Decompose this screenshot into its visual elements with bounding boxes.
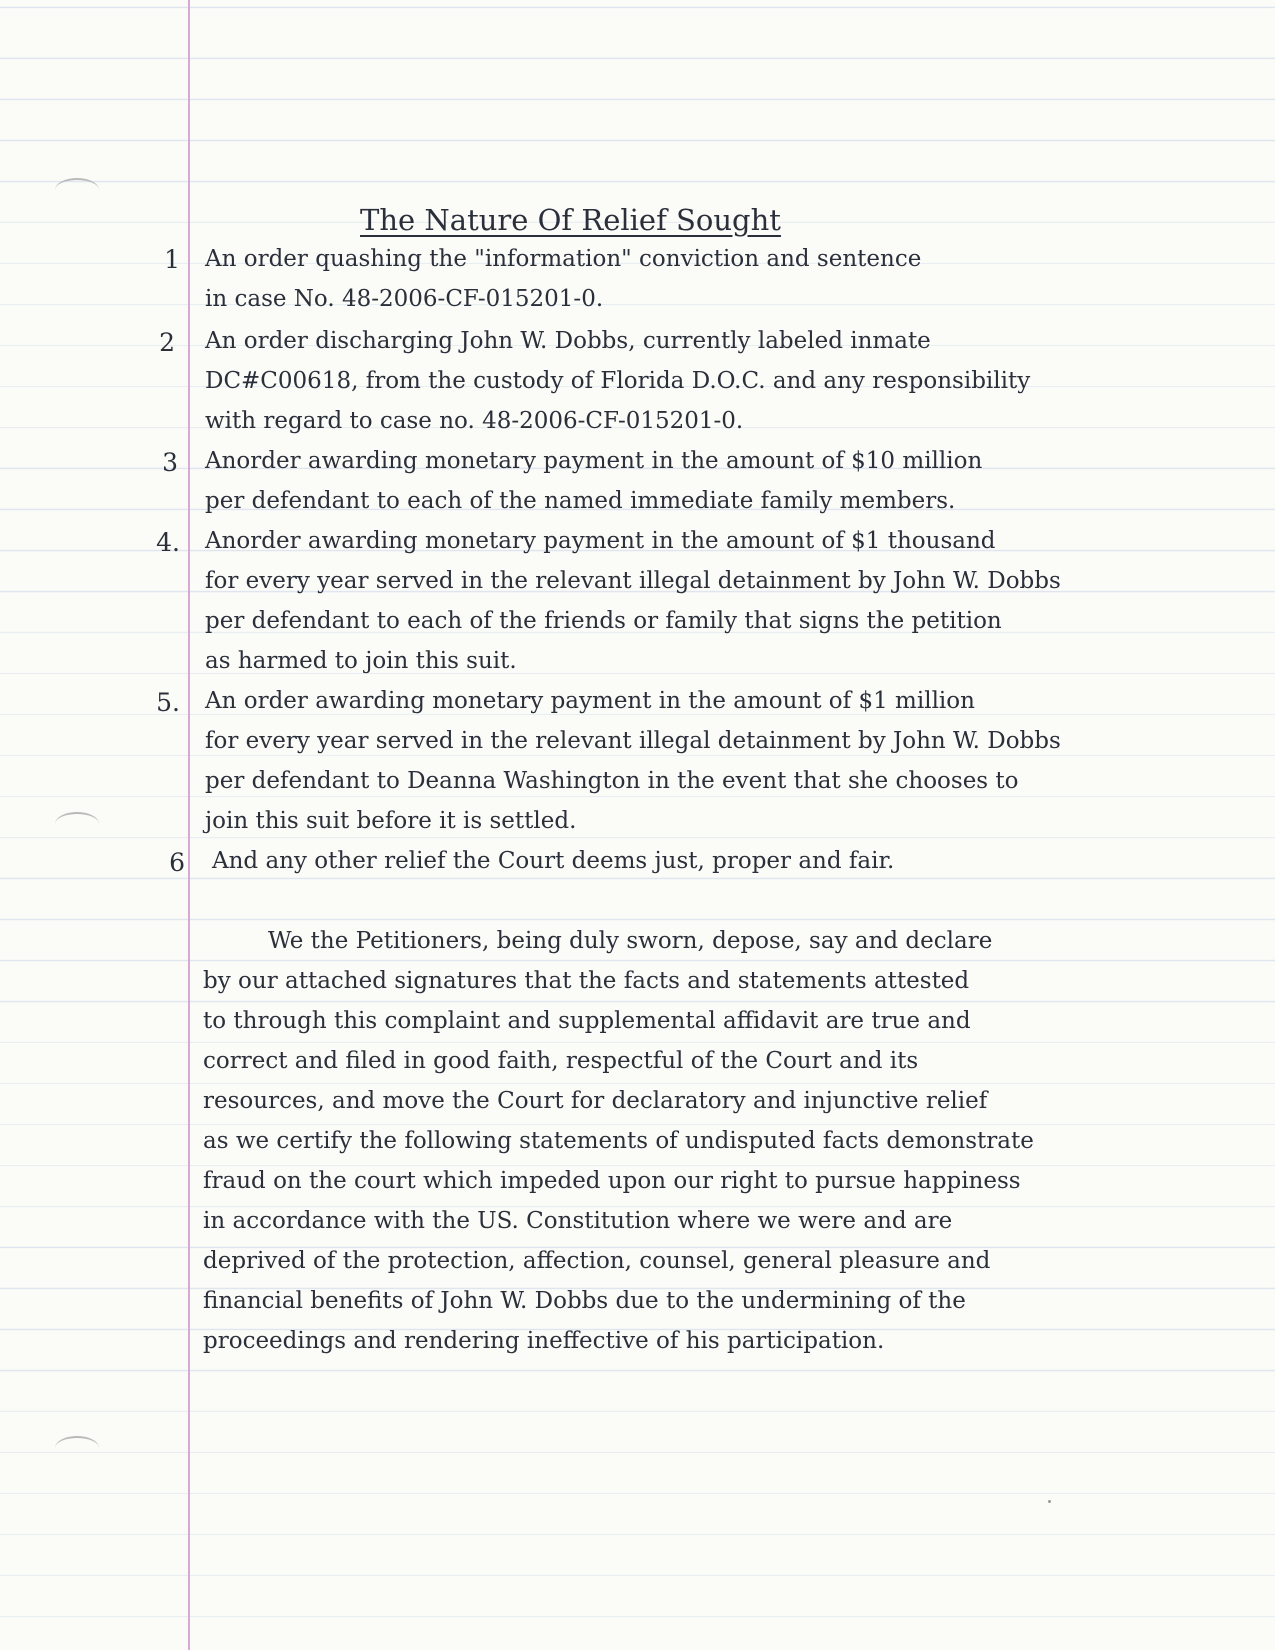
page-title: The Nature Of Relief Sought [360, 203, 781, 237]
declaration-line: by our attached signatures that the facts and statements attested [203, 968, 970, 994]
item-line: An order awarding monetary payment in the amount of $1 million [205, 688, 975, 714]
item-line: in case No. 48-2006-CF-015201-0. [205, 286, 604, 312]
item-line: for every year served in the relevant illegal detainment by John W. Dobbs [205, 568, 1061, 594]
margin-line [188, 0, 190, 1650]
item-number: 6 [169, 848, 185, 877]
item-number: 2 [159, 328, 175, 357]
declaration-line: fraud on the court which impeded upon our right to pursue happiness [203, 1168, 1021, 1194]
declaration-line: as we certify the following statements of undisputed facts demonstrate [203, 1128, 1034, 1154]
binder-hole-top [55, 178, 99, 202]
item-line: An order quashing the "information" conviction and sentence [205, 246, 922, 272]
item-line: per defendant to each of the friends or family that signs the petition [205, 608, 1002, 634]
item-line: DC#C00618, from the custody of Florida D.O.C. and any responsibility [205, 368, 1031, 394]
item-line: join this suit before it is settled. [205, 808, 577, 834]
declaration-line: financial benefits of John W. Dobbs due to the undermining of the [203, 1288, 966, 1314]
item-line: Anorder awarding monetary payment in the amount of $10 million [205, 448, 983, 474]
item-number: 1 [164, 245, 180, 274]
item-line: for every year served in the relevant illegal detainment by John W. Dobbs [205, 728, 1061, 754]
declaration-line: We the Petitioners, being duly sworn, depose, say and declare [268, 928, 993, 954]
stray-mark [1048, 1500, 1051, 1503]
declaration-line: to through this complaint and supplemental affidavit are true and [203, 1008, 971, 1034]
item-line: per defendant to Deanna Washington in the event that she chooses to [205, 768, 1019, 794]
item-line: with regard to case no. 48-2006-CF-015201-0. [205, 408, 744, 434]
item-number: 5. [156, 688, 180, 717]
item-line: per defendant to each of the named immediate family members. [205, 488, 956, 514]
item-line: An order discharging John W. Dobbs, currently labeled inmate [205, 328, 931, 354]
item-number: 3 [162, 448, 178, 477]
item-number: 4. [156, 528, 180, 557]
declaration-line: proceedings and rendering ineffective of his participation. [203, 1328, 885, 1354]
binder-hole-bottom [55, 1436, 99, 1460]
item-line: Anorder awarding monetary payment in the amount of $1 thousand [205, 528, 996, 554]
declaration-line: in accordance with the US. Constitution where we were and are [203, 1208, 953, 1234]
binder-hole-middle [55, 812, 99, 836]
item-line: as harmed to join this suit. [205, 648, 517, 674]
declaration-line: resources, and move the Court for declaratory and injunctive relief [203, 1088, 988, 1114]
declaration-line: deprived of the protection, affection, counsel, general pleasure and [203, 1248, 991, 1274]
item-line: And any other relief the Court deems just, proper and fair. [212, 848, 895, 874]
declaration-line: correct and filed in good faith, respectful of the Court and its [203, 1048, 919, 1074]
